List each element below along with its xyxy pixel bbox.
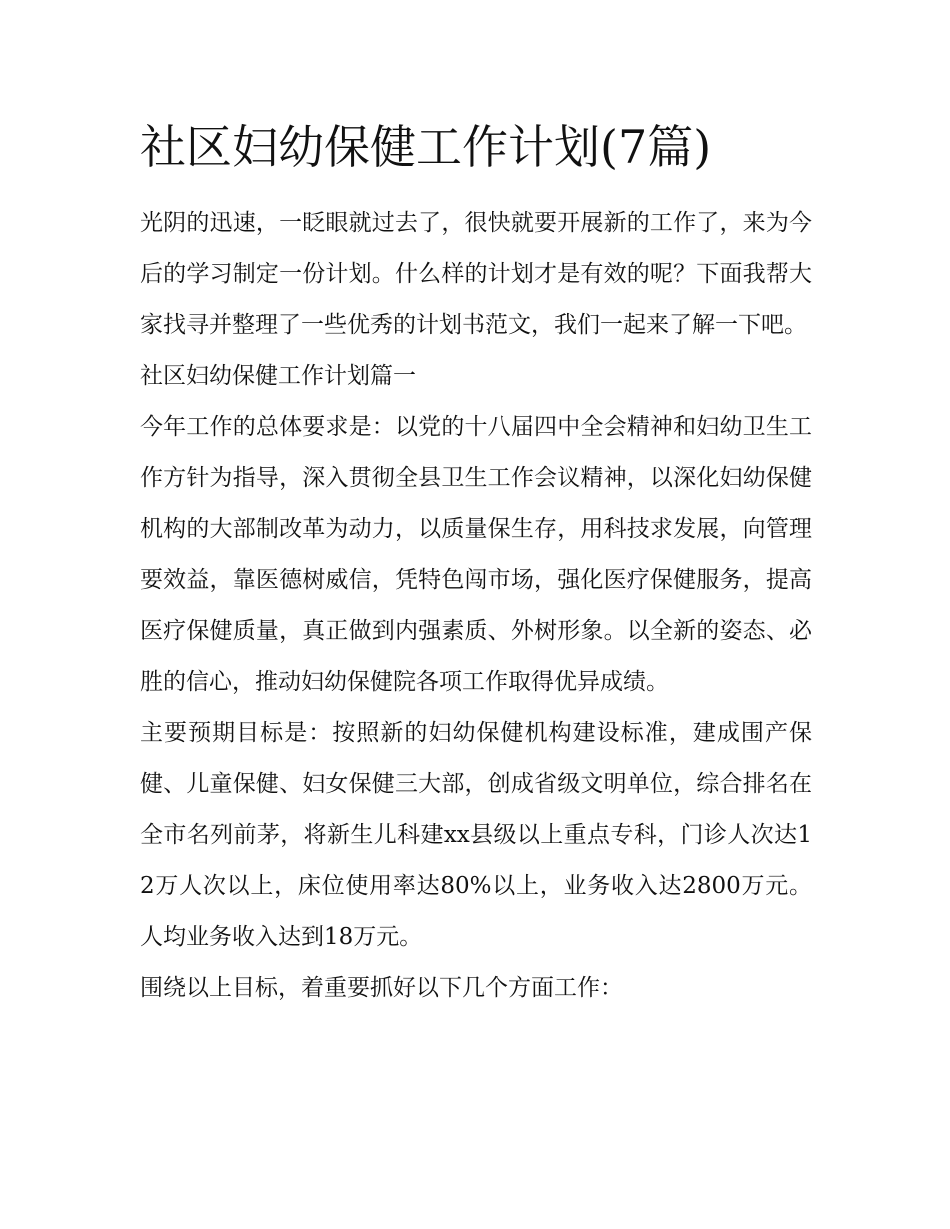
general-requirements-paragraph: 今年工作的总体要求是：以党的十八届四中全会精神和妇幼卫生工作方针为指导，深入贯彻全县卫生工作会议精神，以深化妇幼保健机构的大部制改革为动力，以质量保生存，用科技求发展，向管理要效益，靠医德树威信，凭特色闯市场，强化医疗保健服务，提高医疗保健质量，真正做到内强素质、外树形象。以全新的姿态、必胜的信心，推动妇幼保健院各项工作取得优异成绩。	[140, 414, 812, 695]
intro-paragraph: 光阴的迅速，一眨眼就过去了，很快就要开展新的工作了，来为今后的学习制定一份计划。什么样的计划才是有效的呢？下面我帮大家找寻并整理了一些优秀的计划书范文，我们一起来了解一下吧。	[140, 210, 812, 338]
section-heading: 社区妇幼保健工作计划篇一	[140, 363, 416, 389]
work-focus-paragraph: 围绕以上目标，着重要抓好以下几个方面工作：	[140, 975, 623, 1001]
document-page	[140, 112, 812, 1014]
expected-goals-paragraph: 主要预期目标是：按照新的妇幼保健机构建设标准，建成围产保健、儿童保健、妇女保健三大部，创成省级文明单位，综合排名在全市名列前茅，将新生儿科建xx县级以上重点专科，门诊人次达12万人次以上，床位使用率达80%以上，业务收入达2800万元。人均业务收入达到18万元。	[140, 720, 812, 950]
document-title: 社区妇幼保健工作计划(7篇)	[140, 120, 712, 174]
